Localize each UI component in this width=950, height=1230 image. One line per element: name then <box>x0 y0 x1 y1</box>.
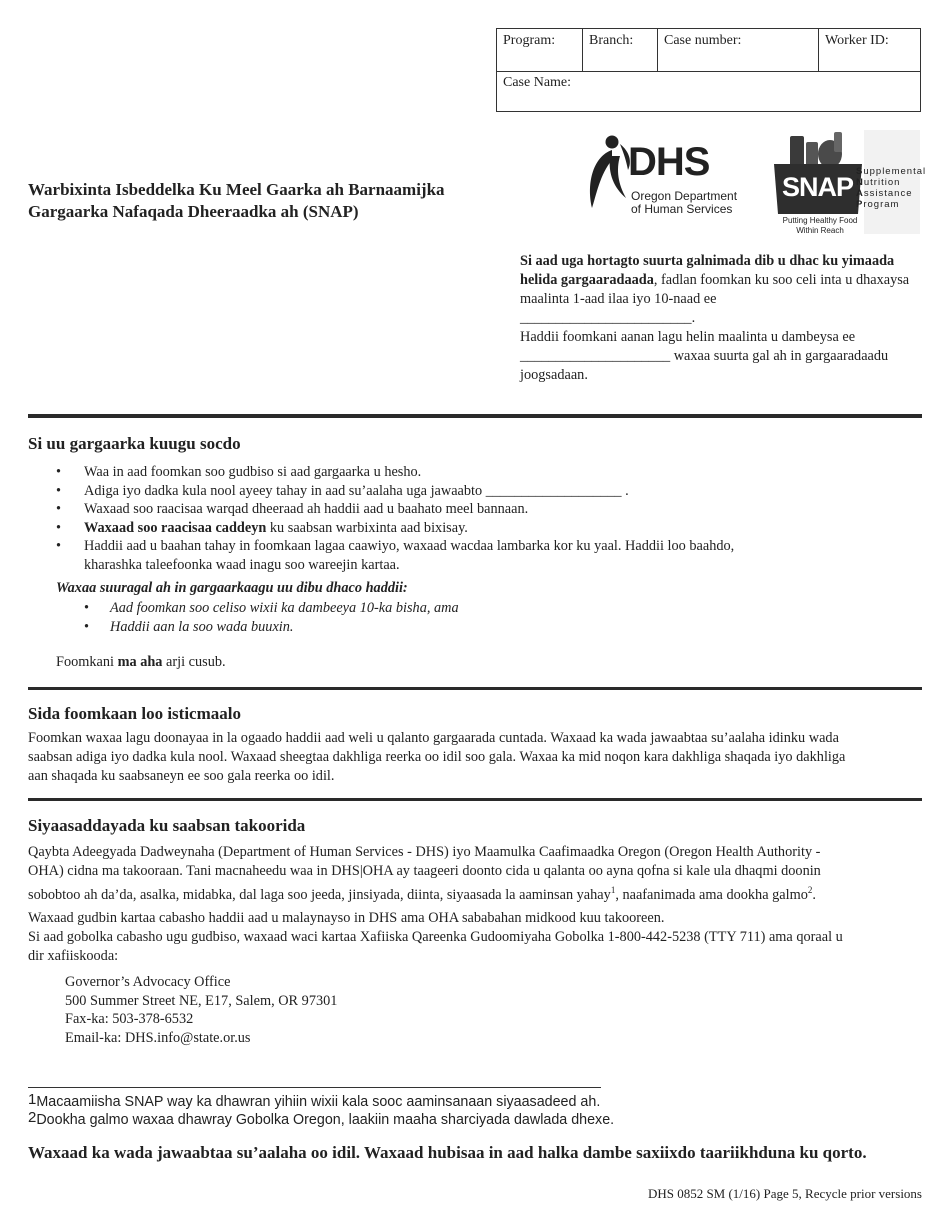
snap-tagline-line2: Within Reach <box>796 226 844 235</box>
snap-tagline <box>772 216 868 236</box>
instructions-text3: waxaa suurta gal ah in gargaaradaadu joogsadaan. <box>520 348 889 383</box>
not-new-application-note: Foomkani ma aha arji cusub. <box>56 654 226 670</box>
snap-line-s: Supplemental <box>856 166 927 177</box>
case-name-field[interactable] <box>497 71 577 95</box>
section-heading: Siyaasaddayada ku saabsan takoorida <box>28 816 306 835</box>
snap-line-a: Assistance <box>856 188 913 199</box>
program-field[interactable] <box>497 29 583 71</box>
footnote-2: $^2$Dookha galmo waxaa dhawray Gobolka Oregon, laakiin maaha sharciyada dawlada dhexe. <box>28 1109 615 1128</box>
case-number-field[interactable] <box>658 29 819 71</box>
complaint-paragraph: Waxaad gudbin kartaa cabasho haddii aad u malaynayso in DHS ama OHA sababahan midkood kuu takooreen. Si aad gobolka cabasho ugu gudbiso, waxaad waci kartaa Xafiiska Qareenka Gudoomiyaha Gobolka 1-800-442-5238 (TTY 711) ama qoraal u dir xafiiskooda: <box>28 910 843 964</box>
snap-logo <box>772 128 927 236</box>
instructions-bold-lead: Si aad uga hortagto suurta galnimada dib u dhac ku yimaada helida gargaaradaada <box>520 253 895 288</box>
form-title <box>28 179 498 223</box>
return-month-blank[interactable]: ________________________. <box>520 310 696 326</box>
case-name-label: Case Name: <box>503 75 572 90</box>
delay-heading: Waxaa suuragal ah in gargaarkaagu uu dibu dhaco haddii: <box>56 580 408 596</box>
list-item: • Haddii aad u baahan tahay in foomkaan lagaa caawiyo, waxaad wacdaa lambarka kor ku yaal. Haddii loo baahdo, kharashka taleefoonka waad inagu soo wareejin kartaa. <box>56 537 922 574</box>
last-day-blank[interactable]: _____________________ <box>520 348 671 364</box>
list-item: • Haddii aan la soo wada buuxin. <box>84 618 784 637</box>
how-to-use-text: Foomkan waxaa lagu doonayaa in la ogaado haddii aad weli u qalanto gargaarada cuntada. Waxaad ka wada jawaabtaa su’aalaha idinku wada saabsan adiga iyo dadka kula nool. Waxaad sheegtaa dakhliga reerka oo idil soo gala. Waxaa ka mid noqon kara dakhliga shaqada iyo dakhliga aan shaqada ku saabsaneyn ee soo gala reerka oo idil. <box>28 730 846 784</box>
footnote-1: $^1$Macaamiisha SNAP way ka dhawran yihiin wixii kala sooc aaminsanaan siyaasadeed ah. <box>28 1091 601 1110</box>
instructions-text1: , fadlan foomkan ku soo celi inta u dhaxaysa maalinta 1-aad ilaa iyo 10-naad ee <box>520 272 910 307</box>
form-title-line2: Gargaarka Nafaqada Dheeraadka ah (SNAP) <box>28 202 359 221</box>
section-heading: Si uu gargaarka kuugu socdo <box>28 434 241 453</box>
section-divider <box>28 414 922 418</box>
form-title-line1: Warbixinta Isbeddelka Ku Meel Gaarka ah Barnaamijka <box>28 180 445 199</box>
email-link[interactable]: Email-ka: DHS.info@state.or.us <box>65 1029 251 1046</box>
section-how-to-use <box>28 704 922 724</box>
dhs-subtitle-line1: Oregon Department <box>631 189 738 203</box>
list-item: • Waa in aad foomkan soo gudbiso si aad gargaarka u hesho. <box>56 463 922 482</box>
snap-line-p: Program <box>856 199 900 210</box>
branch-field[interactable] <box>583 29 658 71</box>
worker-id-label: Worker ID: <box>825 33 889 48</box>
snap-word: SNAP <box>782 172 854 202</box>
delay-list <box>84 599 784 637</box>
closing-instruction: Waxaad ka wada jawaabtaa su’aalaha oo idil. Waxaad hubisaa in aad halka dambe saxiixdo taariikhduna ku qorto. <box>28 1143 867 1162</box>
snap-tagline-line1: Putting Healthy Food <box>782 216 858 225</box>
section-divider <box>28 798 922 801</box>
dhs-subtitle <box>631 190 737 216</box>
return-instructions <box>520 252 925 385</box>
delay-items <box>84 599 784 637</box>
dhs-letters: DHS <box>628 140 710 184</box>
section-keep-benefits <box>28 434 922 454</box>
instructions-text2: Haddii foomkani aanan lagu helin maalinta u dambeysa ee <box>520 329 856 345</box>
worker-id-field[interactable] <box>819 29 922 71</box>
footnote-divider <box>28 1087 601 1088</box>
footnotes <box>28 1093 928 1129</box>
advocacy-office-address: Governor’s Advocacy Office 500 Summer Street NE, E17, Salem, OR 97301 Fax-ka: 503-378-6532 Email-ka: DHS.info@state.or.us <box>65 974 338 1046</box>
section-nondiscrimination <box>28 816 922 836</box>
program-label: Program: <box>503 33 556 48</box>
case-number-label: Case number: <box>664 33 742 48</box>
snap-program-name <box>856 166 926 210</box>
bullet-list <box>56 463 922 574</box>
case-info-row <box>497 29 920 72</box>
dhs-logo <box>586 134 758 220</box>
section-divider <box>28 687 922 690</box>
dhs-subtitle-line2: of Human Services <box>631 202 733 216</box>
branch-label: Branch: <box>589 33 634 48</box>
benefit-bullets <box>56 463 922 574</box>
list-item: • Aad foomkan soo celiso wixii ka dambeeya 10-ka bisha, ama <box>84 599 784 618</box>
section-heading: Sida foomkaan loo isticmaalo <box>28 704 241 723</box>
form-id: DHS 0852 SM (1/16) Page 5, Recycle prior versions <box>647 1186 922 1201</box>
list-item: • Waxaad soo raacisaa warqad dheeraad ah haddii aad u baahato meel bannaan. <box>56 500 922 519</box>
list-item: • Waxaad soo raacisaa caddeyn ku saabsan warbixinta aad bixisay. <box>56 519 922 538</box>
snap-line-n: Nutrition <box>856 177 901 188</box>
case-info-box <box>496 28 921 112</box>
list-item: • Adiga iyo dadka kula nool ayeey tahay in aad su’aalaha uga jawaabto ___________________ . <box>56 482 922 501</box>
nondiscrimination-paragraph: Qaybta Adeegyada Dadweynaha (Department of Human Services - DHS) iyo Maamulka Caafimaadka Oregon (Oregon Health Authority - OHA) cidna ma takooraan. Tani macnaheedu waa in DHS|OHA ay taageeri doonto cida u qalanta oo ayna qofna si kale ula dhaqmi doonin sobobtoo ah da’da, asalka, midabka, dal laga soo jeeda, jinsiyada, diinta, siyaasada la aaminsan yahay$^1$, naafanimada ama dookha galmo$^2$. <box>28 844 821 903</box>
